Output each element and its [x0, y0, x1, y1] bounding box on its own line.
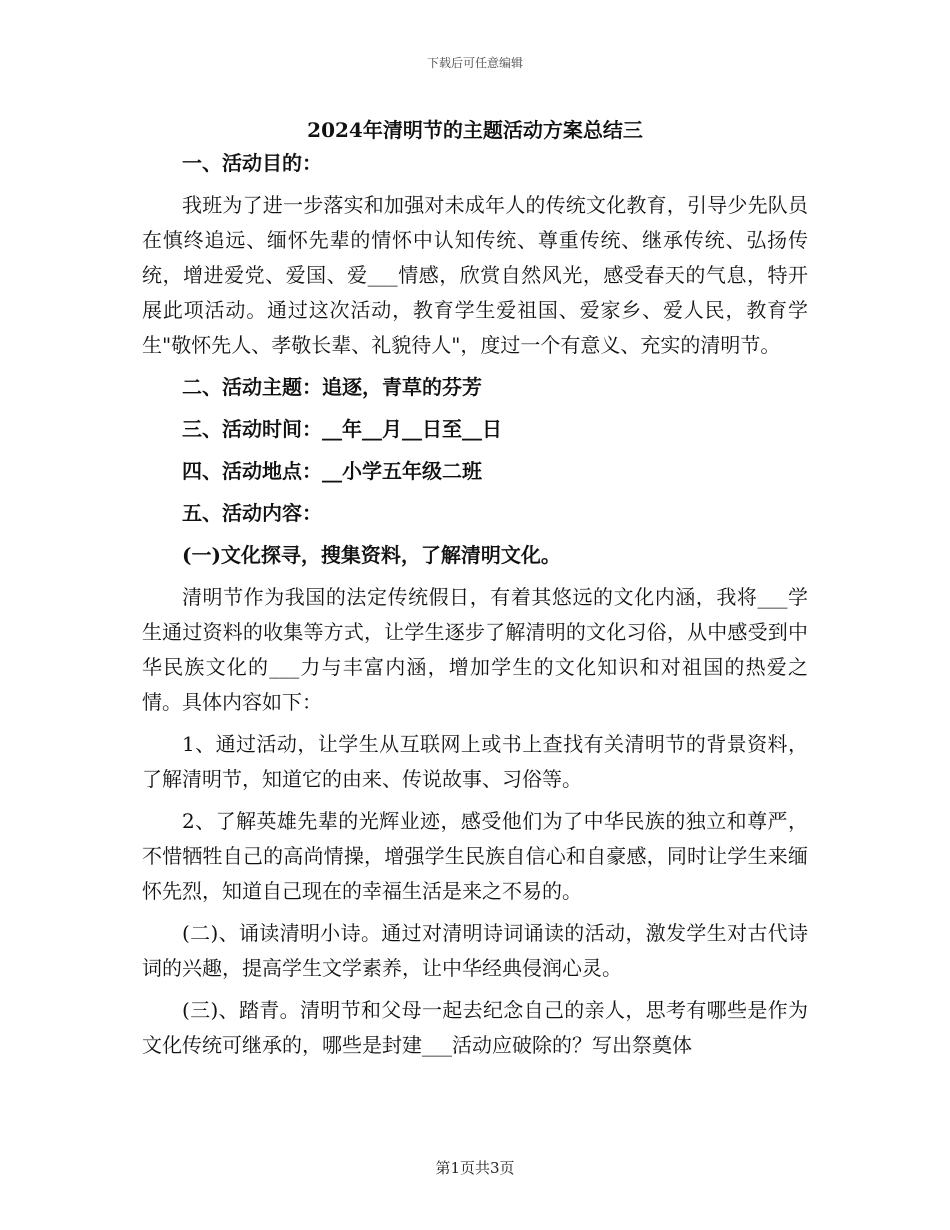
paragraph-item-1: 1、通过活动，让学生从互联网上或书上查找有关清明节的背景资料，了解清明节，知道它的由来、传说故事、习俗等。 — [142, 732, 808, 791]
paragraph-item-2: 2、了解英雄先辈的光辉业迹，感受他们为了中华民族的独立和尊严，不惜牺牲自己的高尚情操，增强学生民族自信心和自豪感，同时让学生来缅怀先烈，知道自己现在的幸福生活是来之不易的。 — [142, 809, 808, 903]
page-footer: 第1页共3页 — [435, 1159, 515, 1177]
heading-purpose: 一、活动目的： — [182, 151, 322, 175]
header-note: 下载后可任意编辑 — [426, 56, 523, 70]
paragraph-outing: (三)、踏青。清明节和父母一起去纪念自己的亲人，思考有哪些是作为文化传统可继承的，哪些是封建___活动应破除的？写出祭奠体 — [142, 998, 808, 1057]
paragraph-poetry: (二)、诵读清明小诗。通过对清明诗词诵读的活动，激发学生对古代诗词的兴趣，提高学生文学素养，让中华经典侵润心灵。 — [142, 921, 808, 980]
document-body — [142, 146, 808, 1070]
heading-time: 三、活动时间：__年__月__日至__日 — [182, 417, 502, 441]
subheading-culture: (一)文化探寻，搜集资料，了解清明文化。 — [182, 543, 561, 567]
heading-content: 五、活动内容： — [182, 501, 322, 525]
paragraph-purpose: 我班为了进一步落实和加强对未成年人的传统文化教育，引导少先队员在慎终追远、缅怀先辈的情怀中认知传统、尊重传统、继承传统、弘扬传统，增进爱党、爱国、爱___情感，欣赏自然风光，感受春天的气息，特开展此项活动。通过这次活动，教育学生爱祖国、爱家乡、爱人民，教育学生"敬怀先人、孝敬长辈、礼貌待人"，度过一个有意义、充实的清明节。 — [142, 193, 808, 357]
heading-theme: 二、活动主题：追逐，青草的芬芳 — [182, 375, 482, 399]
paragraph-culture: 清明节作为我国的法定传统假日，有着其悠远的文化内涵，我将___学生通过资料的收集等方式，让学生逐步了解清明的文化习俗，从中感受到中华民族文化的___力与丰富内涵，增加学生的文化知识和对祖国的热爱之情。具体内容如下： — [142, 585, 808, 714]
heading-location: 四、活动地点：__小学五年级二班 — [182, 459, 482, 483]
document-title: 2024年清明节的主题活动方案总结三 — [307, 118, 643, 142]
